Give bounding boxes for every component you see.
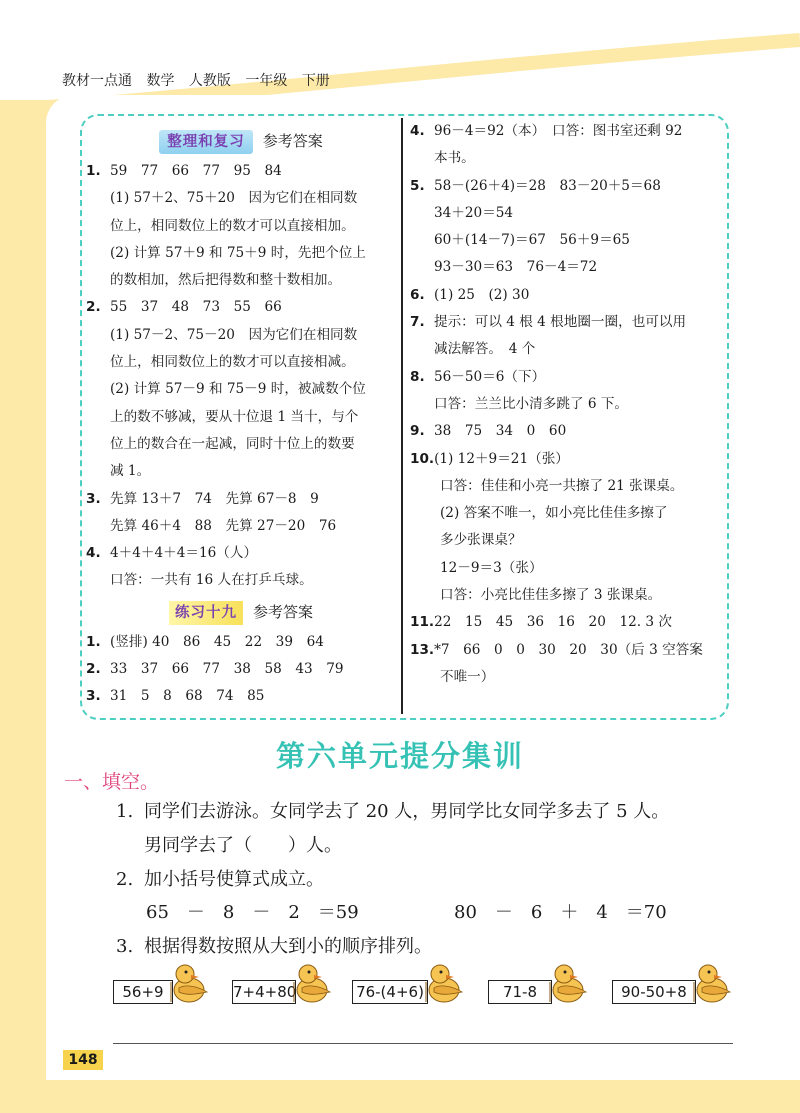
answer-number: 3. <box>86 688 101 705</box>
answer-text: 的数相加，然后把得数和整十数相加。 <box>110 272 342 289</box>
column-divider <box>401 118 403 714</box>
bird-icon <box>290 962 334 1008</box>
expression-1: 65 － 8 － 2 ＝59 <box>146 902 359 923</box>
answer-text: 22 15 45 36 16 20 12. 3 次 <box>434 614 672 631</box>
question-1 <box>116 797 669 823</box>
answer-line <box>86 629 396 656</box>
answer-text: 38 75 34 0 60 <box>434 423 567 440</box>
answer-line <box>410 527 720 554</box>
answer-text: 4＋4＋4＋4＝16（人） <box>110 545 258 562</box>
answer-line <box>410 391 720 418</box>
answer-text: 55 37 48 73 55 66 <box>110 299 282 316</box>
expression-card-label: 90-50+8 <box>612 980 696 1004</box>
answer-line <box>410 336 720 363</box>
answer-text: 减法解答。 4 个 <box>434 341 536 358</box>
answer-text: 位上，相同数位上的数才可以直接相减。 <box>110 354 355 371</box>
answer-number: 8. <box>410 368 425 385</box>
answer-text: 位上，相同数位上的数才可以直接相加。 <box>110 217 355 234</box>
part-heading: 一、填空。 <box>64 771 160 793</box>
expression-card-label: 71-8 <box>488 980 552 1004</box>
header-subject: 数学 <box>146 73 175 89</box>
answer-text: 本书。 <box>434 150 475 167</box>
answer-line <box>86 656 396 683</box>
answer-line <box>86 267 396 294</box>
header-book: 教材一点通 <box>62 73 132 89</box>
question-1-line2: 男同学去了（ ）人。 <box>144 835 342 856</box>
answer-line <box>86 158 396 185</box>
answer-line <box>410 555 720 582</box>
answer-number: 13. <box>410 641 435 658</box>
question-number: 3. <box>116 936 134 957</box>
expression-card-label: 56+9 <box>113 980 173 1004</box>
answer-number: 9. <box>410 423 425 440</box>
book-header <box>62 70 340 90</box>
answer-number: 3. <box>86 490 101 507</box>
answer-line <box>86 567 396 594</box>
answer-text: 56－50＝6（下） <box>434 368 546 385</box>
question-text: 加小括号使算式成立。 <box>144 869 324 890</box>
answer-line <box>410 227 720 254</box>
answer-text: (1) 57－2、75－20 因为它们在相同数 <box>110 326 358 343</box>
answer-line <box>86 431 396 458</box>
answer-text: 口答：一共有 16 人在打乒乓球。 <box>110 572 313 589</box>
bird-icon <box>422 962 466 1008</box>
answer-text: 口答：佳佳和小亮一共擦了 21 张课桌。 <box>440 477 684 494</box>
answer-line <box>86 486 396 513</box>
answer-text: 提示：可以 4 根 4 根地圈一圈，也可以用 <box>434 314 687 331</box>
header-grade: 一年级 <box>245 73 288 89</box>
footer-rule <box>113 1043 733 1044</box>
answer-text: 不唯一） <box>440 668 495 685</box>
answer-line <box>410 473 720 500</box>
answer-text: 先算 46＋4 88 先算 27－20 76 <box>110 517 337 534</box>
answer-line <box>410 282 720 309</box>
answer-text: 上的数不够减，要从十位退 1 当十，与个 <box>110 408 359 425</box>
question-3 <box>116 932 432 958</box>
section-subtitle: 参考答案 <box>262 132 323 150</box>
answer-number: 2. <box>86 299 101 316</box>
answer-text: 60＋(14－7)＝67 56＋9＝65 <box>434 232 630 249</box>
answer-line <box>410 254 720 281</box>
answer-text: 多少张课桌？ <box>440 532 522 549</box>
answer-number: 11. <box>410 614 435 631</box>
answer-number: 7. <box>410 314 425 331</box>
bird-icon <box>690 962 734 1008</box>
answer-number: 4. <box>86 545 101 562</box>
answer-text: 93－30＝63 76－4＝72 <box>434 259 598 276</box>
answer-line <box>410 200 720 227</box>
answer-text: (1) 25 (2) 30 <box>434 286 530 303</box>
answer-line <box>86 240 396 267</box>
answer-line <box>86 349 396 376</box>
answer-line <box>86 458 396 485</box>
question-2 <box>116 865 324 891</box>
answer-text: 12－9＝3（张） <box>440 559 543 576</box>
question-text: 同学们去游泳。女同学去了 20 人，男同学比女同学多去了 5 人。 <box>144 801 670 822</box>
bird-icon <box>167 962 211 1008</box>
answer-number: 2. <box>86 661 101 678</box>
answer-text: 位上的数合在一起减，同时十位上的数要 <box>110 435 355 452</box>
question-text: 根据得数按照从大到小的顺序排列。 <box>144 936 432 957</box>
header-edition: 人教版 <box>188 73 231 89</box>
answer-text: 34＋20＝54 <box>434 204 514 221</box>
answer-line <box>410 582 720 609</box>
answer-line <box>86 376 396 403</box>
answer-line <box>86 513 396 540</box>
answer-line <box>86 322 396 349</box>
answer-number: 6. <box>410 286 425 303</box>
expression-card-label: 76-(4+6) <box>352 980 428 1004</box>
section-tag: 整理和复习 <box>159 130 253 154</box>
answer-line <box>410 364 720 391</box>
answer-line <box>410 309 720 336</box>
answer-line <box>86 683 396 710</box>
header-curve <box>0 0 800 110</box>
answer-number: 10. <box>410 450 435 467</box>
answer-line <box>410 173 720 200</box>
answer-text: (2) 计算 57＋9 和 75＋9 时，先把个位上 <box>110 244 366 261</box>
answer-text: 先算 13＋7 74 先算 67－8 9 <box>110 490 319 507</box>
answer-line <box>86 213 396 240</box>
answer-text: 口答：兰兰比小清多跳了 6 下。 <box>434 395 629 412</box>
answer-right-column <box>410 118 720 691</box>
answer-text: *7 66 0 0 30 20 30（后 3 空答案 <box>434 641 703 658</box>
bird-icon <box>546 962 590 1008</box>
answer-line <box>86 185 396 212</box>
answer-line <box>86 404 396 431</box>
answer-text: 33 37 66 77 38 58 43 79 <box>110 661 344 678</box>
answer-text: 58－(26＋4)＝28 83－20＋5＝68 <box>434 177 661 194</box>
answer-number: 1. <box>86 633 101 650</box>
question-number: 1. <box>116 801 134 822</box>
answer-text: (1) 57＋2、75＋20 因为它们在相同数 <box>110 190 358 207</box>
answer-text: 减 1。 <box>110 463 151 480</box>
answer-text: (2) 计算 57－9 和 75－9 时，被减数个位 <box>110 381 366 398</box>
section-title-exercise19 <box>86 595 396 629</box>
answer-number: 5. <box>410 177 425 194</box>
answer-line <box>410 637 720 664</box>
answer-left-column <box>86 124 396 711</box>
answer-text: 96－4＝92（本） 口答：图书室还剩 92 <box>434 123 683 139</box>
section-tag: 练习十九 <box>169 601 243 625</box>
answer-line <box>410 145 720 172</box>
header-volume: 下册 <box>301 73 330 89</box>
answer-number: 4. <box>410 123 425 139</box>
answer-line <box>410 500 720 527</box>
page-number: 148 <box>63 1050 103 1070</box>
unit-title: 第六单元提分集训 <box>275 739 524 773</box>
section-subtitle: 参考答案 <box>252 602 313 621</box>
section-title-review <box>86 124 396 158</box>
answer-text: (竖排) 40 86 45 22 39 64 <box>110 633 324 650</box>
answer-text: 口答：小亮比佳佳多擦了 3 张课桌。 <box>440 587 662 604</box>
answer-line <box>86 540 396 567</box>
expression-2: 80 － 6 ＋ 4 ＝70 <box>454 902 667 923</box>
answer-line <box>410 118 720 145</box>
answer-line <box>410 446 720 473</box>
answer-line <box>410 609 720 636</box>
answer-text: (1) 12＋9＝21（张） <box>434 450 569 467</box>
answer-line <box>86 294 396 321</box>
question-number: 2. <box>116 869 134 890</box>
answer-number: 1. <box>86 163 101 179</box>
expression-card-label: 7+4+80 <box>232 980 296 1004</box>
answer-line <box>410 664 720 691</box>
page-spine <box>0 100 46 1113</box>
answer-text: 59 77 66 77 95 84 <box>110 163 282 179</box>
answer-line <box>410 418 720 445</box>
answer-text: 31 5 8 68 74 85 <box>110 688 265 705</box>
answer-text: (2) 答案不唯一，如小亮比佳佳多擦了 <box>440 505 668 522</box>
